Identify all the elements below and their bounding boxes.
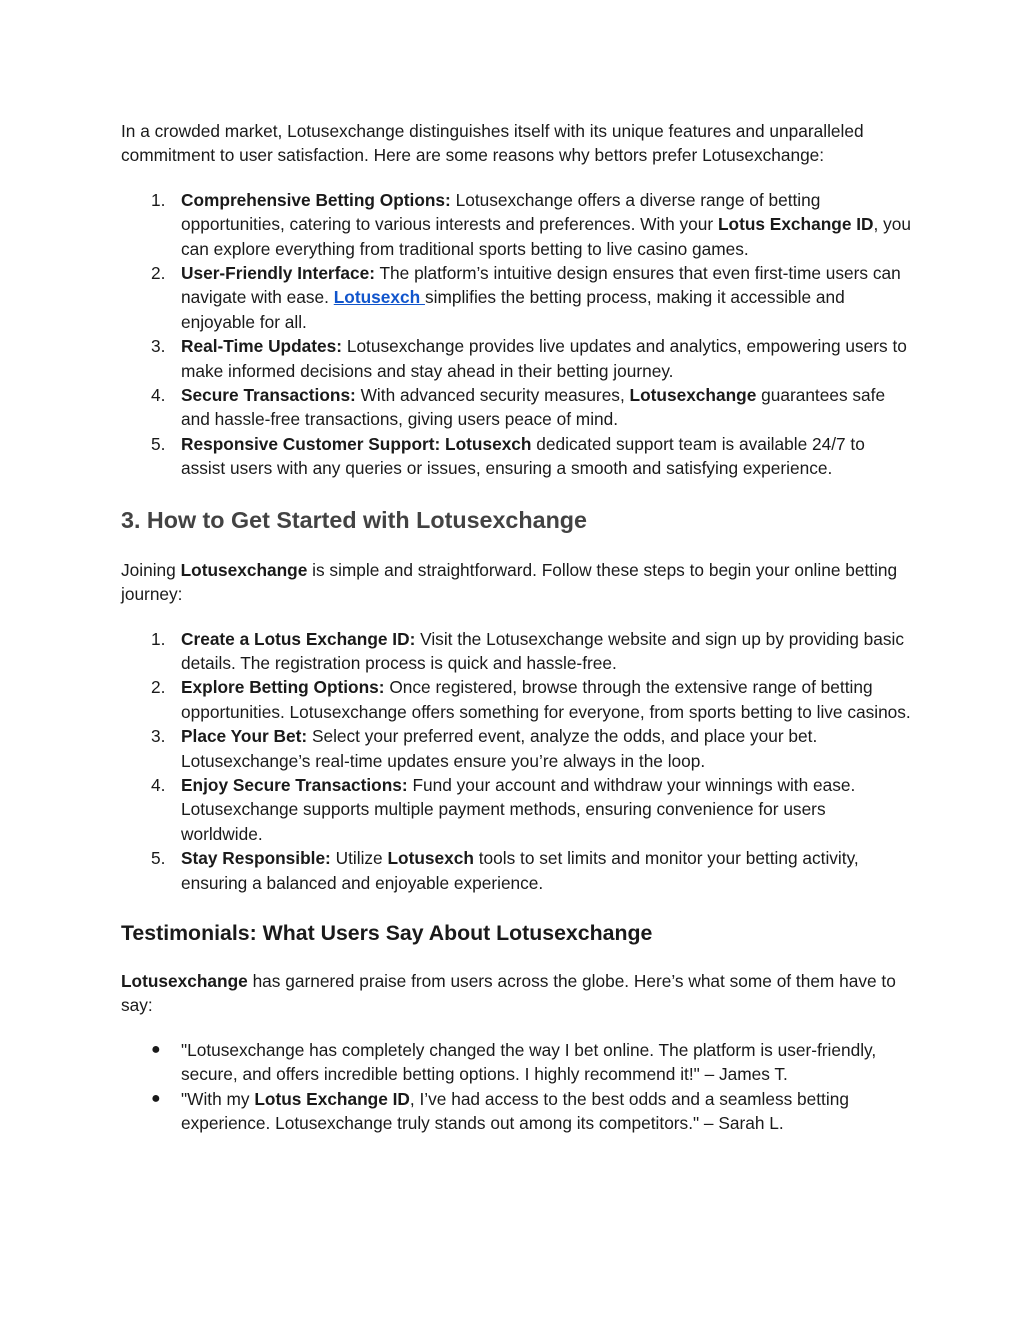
item-title: Stay Responsible: bbox=[181, 848, 331, 869]
item-title: Create a Lotus Exchange ID: bbox=[181, 628, 416, 649]
item-text: , you can explore everything from traditional sports betting to live casino games. bbox=[181, 214, 911, 259]
item-text: Select your preferred event, analyze the odds, and place your bet. Lotusexchange’s real-time updates ensure you’re always in the loop. bbox=[181, 726, 818, 771]
item-text: With advanced security measures, bbox=[355, 385, 630, 406]
item-text: Lotusexchange provides live updates and analytics, empowering users to make informed decisions and stay ahead in their betting journey. bbox=[181, 336, 907, 381]
item-text: Utilize bbox=[330, 848, 388, 869]
paragraph-text: has garnered praise from users across the globe. Here’s what some of them have to say: bbox=[121, 970, 896, 1016]
list-item bbox=[121, 627, 911, 676]
list-item bbox=[121, 724, 911, 773]
list-item bbox=[121, 846, 911, 895]
list-number: 3. bbox=[151, 336, 166, 357]
item-text: Visit the Lotusexchange website and sign up by providing basic details. The registration process is quick and hassle-free. bbox=[181, 628, 904, 673]
item-text: simplifies the betting process, making it accessible and enjoyable for all. bbox=[181, 287, 845, 332]
testimonial-text: , I’ve had access to the best odds and a seamless betting experience. Lotusexchange truly stands out among its competitors." – Sarah L. bbox=[181, 1088, 849, 1133]
item-title: Comprehensive Betting Options: bbox=[181, 189, 451, 210]
list-number: 5. bbox=[151, 848, 166, 869]
item-text: Lotusexchange offers a diverse range of betting opportunities, catering to various interests and preferences. With your bbox=[181, 189, 821, 235]
list-item bbox=[121, 1087, 911, 1136]
list-number: 4. bbox=[151, 774, 166, 795]
intro-paragraph: In a crowded market, Lotusexchange distinguishes itself with its unique features and unparalleled commitment to user satisfaction. Here are some reasons why bettors prefer Lotusexchange: bbox=[121, 121, 864, 166]
testimonial-text: "Lotusexchange has completely changed the way I bet online. The platform is user-friendly, secure, and offers incredible betting options. I highly recommend it!" – James T. bbox=[181, 1039, 877, 1085]
item-bold: Lotus Exchange ID bbox=[717, 214, 874, 235]
list-number: 2. bbox=[151, 263, 166, 284]
section-heading-get-started: 3. How to Get Started with Lotusexchange bbox=[121, 506, 587, 533]
reasons-list bbox=[121, 188, 911, 481]
list-item bbox=[121, 188, 911, 261]
list-number: 2. bbox=[151, 677, 166, 698]
paragraph-text: Joining bbox=[121, 559, 181, 580]
section-heading-testimonials: Testimonials: What Users Say About Lotusexchange bbox=[121, 920, 653, 945]
item-bold: Lotusexch bbox=[387, 848, 474, 869]
testimonials-paragraph bbox=[121, 969, 911, 1018]
item-title: Real-Time Updates: bbox=[181, 336, 343, 357]
testimonial-bold: Lotus Exchange ID bbox=[254, 1088, 410, 1109]
item-bold: Lotusexchange bbox=[629, 385, 757, 406]
list-number: 1. bbox=[151, 628, 166, 649]
list-number: 4. bbox=[151, 385, 166, 406]
item-title: Enjoy Secure Transactions: bbox=[181, 774, 408, 795]
list-item bbox=[121, 1038, 911, 1087]
item-text: The platform’s intuitive design ensures that even first-time users can navigate with ease. bbox=[181, 263, 901, 308]
list-item bbox=[121, 675, 911, 724]
bullet-icon: ● bbox=[151, 1089, 161, 1107]
paragraph-bold: Lotusexchange bbox=[180, 559, 308, 580]
item-text: Fund your account and withdraw your winnings with ease. Lotusexchange supports multiple payment methods, ensuring convenience for users worldwide. bbox=[181, 774, 856, 844]
list-item bbox=[121, 261, 911, 334]
item-title: User-Friendly Interface: bbox=[181, 263, 375, 284]
list-number: 5. bbox=[151, 433, 166, 454]
testimonials-list bbox=[121, 1038, 911, 1136]
list-item bbox=[121, 432, 911, 481]
item-title: Responsive Customer Support: Lotusexch bbox=[181, 433, 532, 454]
item-text: guarantees safe and hassle-free transactions, giving users peace of mind. bbox=[181, 385, 886, 430]
item-title: Explore Betting Options: bbox=[181, 677, 385, 698]
item-title: Secure Transactions: bbox=[181, 385, 356, 406]
list-item bbox=[121, 383, 911, 432]
item-text: dedicated support team is available 24/7 to assist users with any queries or issues, ensuring a smooth and satisfying experience. bbox=[181, 433, 865, 479]
item-text: tools to set limits and monitor your betting activity, ensuring a balanced and enjoyable experience. bbox=[181, 848, 859, 893]
item-text: Once registered, browse through the extensive range of betting opportunities. Lotusexchange offers something for everyone, from sports betting to live casinos. bbox=[181, 677, 911, 722]
testimonial-text: "With my bbox=[181, 1088, 255, 1109]
get-started-paragraph bbox=[121, 558, 911, 607]
lotusexch-link[interactable]: Lotusexch bbox=[333, 287, 425, 308]
paragraph-text: is simple and straightforward. Follow these steps to begin your online betting journey: bbox=[121, 559, 898, 605]
list-item bbox=[121, 334, 911, 383]
list-item bbox=[121, 773, 911, 846]
steps-list bbox=[121, 627, 911, 895]
document-page bbox=[121, 119, 911, 1135]
item-title: Place Your Bet: bbox=[181, 726, 308, 747]
paragraph-bold: Lotusexchange bbox=[121, 970, 248, 991]
bullet-icon: ● bbox=[151, 1040, 161, 1058]
list-number: 1. bbox=[151, 189, 166, 210]
list-number: 3. bbox=[151, 726, 166, 747]
